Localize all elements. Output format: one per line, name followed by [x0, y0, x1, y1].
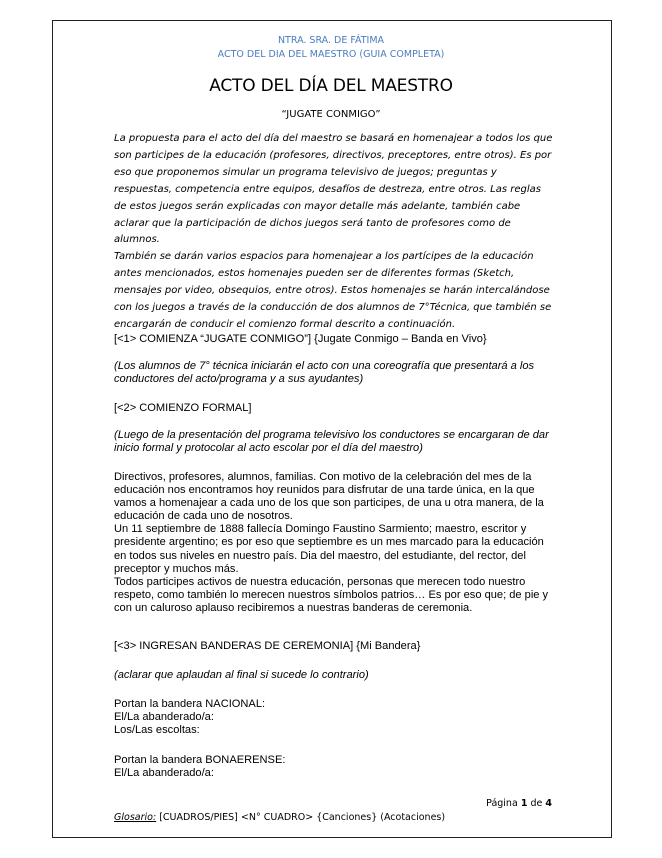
page-current: 1 — [520, 798, 528, 809]
flag-line: Portan la bandera NACIONAL: — [114, 698, 266, 710]
section-1-note: (Los alumnos de 7° técnica iniciarán el acto con una coreografía que presentará a los conductores del acto/programa y a sus ayudantes) — [114, 360, 535, 386]
header-doc-title: ACTO DEL DIA DEL MAESTRO (GUIA COMPLETA) — [217, 49, 445, 60]
page-title: ACTO DEL DÍA DEL MAESTRO — [209, 76, 453, 96]
section-1-heading: [<1> COMIENZA “JUGATE CONMIGO”] {Jugate Conmigo – Banda en Vivo} — [114, 333, 487, 345]
section-2-note: (Luego de la presentación del programa televisivo los conductores se encargaran de dar inicio formal y protocolar al acto escolar por el día del maestro) — [114, 429, 549, 455]
speech-paragraph: Un 11 septiembre de 1888 fallecía Domingo Faustino Sarmiento; maestro, escritor y presidente argentino; es por eso que septiembre es un mes marcado para la educación en todos sus niveles en nuestro país. Dia del maestro, del estudiante, del rector, del preceptor y muchos más. — [114, 523, 544, 575]
flag-line: Los/Las escoltas: — [114, 724, 200, 737]
flag-line: El/La abanderado/a: — [114, 767, 214, 780]
speech-paragraph: Todos participes activos de nuestra educación, personas que merecen todo nuestro respeto, como también lo merecen nuestros símbolos patrios… Es por eso que; de pie y con un caluroso aplauso recibiremos a nuestras banderas de ceremonia. — [114, 575, 549, 614]
glossary — [114, 812, 445, 823]
page-total: 4 — [545, 798, 552, 809]
glossary-text: [CUADROS/PIES] <N° CUADRO> {Canciones} (Acotaciones) — [159, 812, 446, 823]
page-of: de — [530, 798, 543, 809]
page-number — [486, 798, 552, 809]
section-2-heading: [<2> COMIENZO FORMAL] — [114, 402, 252, 414]
section-3-note: (aclarar que aplaudan al final si sucede lo contrario) — [114, 669, 369, 681]
intro-paragraph: También se darán varios espacios para homenajear a los partícipes de la educación antes mencionados, estos homenajes pueden ser de diferentes formas (Sketch, mensajes por video, obsequios, entre otros). Estos homenajes se harán intercalándose con los juegos a través de la conducción de dos alumnos de 7°Técnica, que también se encargarán de conducir el comienzo formal descrito a continuación. — [114, 251, 552, 330]
section-3-heading: [<3> INGRESAN BANDERAS DE CEREMONIA] {Mi Bandera} — [114, 640, 421, 652]
speech-paragraph: Directivos, profesores, alumnos, familias. Con motivo de la celebración del mes de la educación nos encontramos hoy reunidos para disfrutar de una tarde única, en la que vamos a homenajear a cada uno de los que son participes, de una u otra manera, de la educación de cada uno de nosotros. — [114, 471, 544, 523]
intro-paragraph: La propuesta para el acto del día del maestro se basará en homenajear a todos los que son participes de la educación (profesores, directivos, preceptores, entre otros). Es por eso que proponemos simular un programa televisivo de juegos; preguntas y respuestas, competencia entre equipos, desafíos de destreza, entre otros. Las reglas de estos juegos serán explicadas con mayor detalle más adelante, también cabe aclarar que la participación de dichos juegos será tanto de profesores como de alumnos. — [114, 133, 553, 246]
flags-nacional — [114, 698, 554, 737]
page-subtitle: “JUGATE CONMIGO” — [281, 109, 381, 120]
speech-text — [114, 471, 554, 615]
page-label: Página — [486, 798, 518, 809]
flag-line: El/La abanderado/a: — [114, 711, 214, 724]
intro-text — [114, 131, 554, 334]
glossary-label: Glosario: — [114, 812, 157, 823]
header-school: NTRA. SRA. DE FÁTIMA — [277, 35, 385, 46]
flag-line: Portan la bandera BONAERENSE: — [114, 754, 286, 766]
flags-bonaerense — [114, 754, 554, 780]
